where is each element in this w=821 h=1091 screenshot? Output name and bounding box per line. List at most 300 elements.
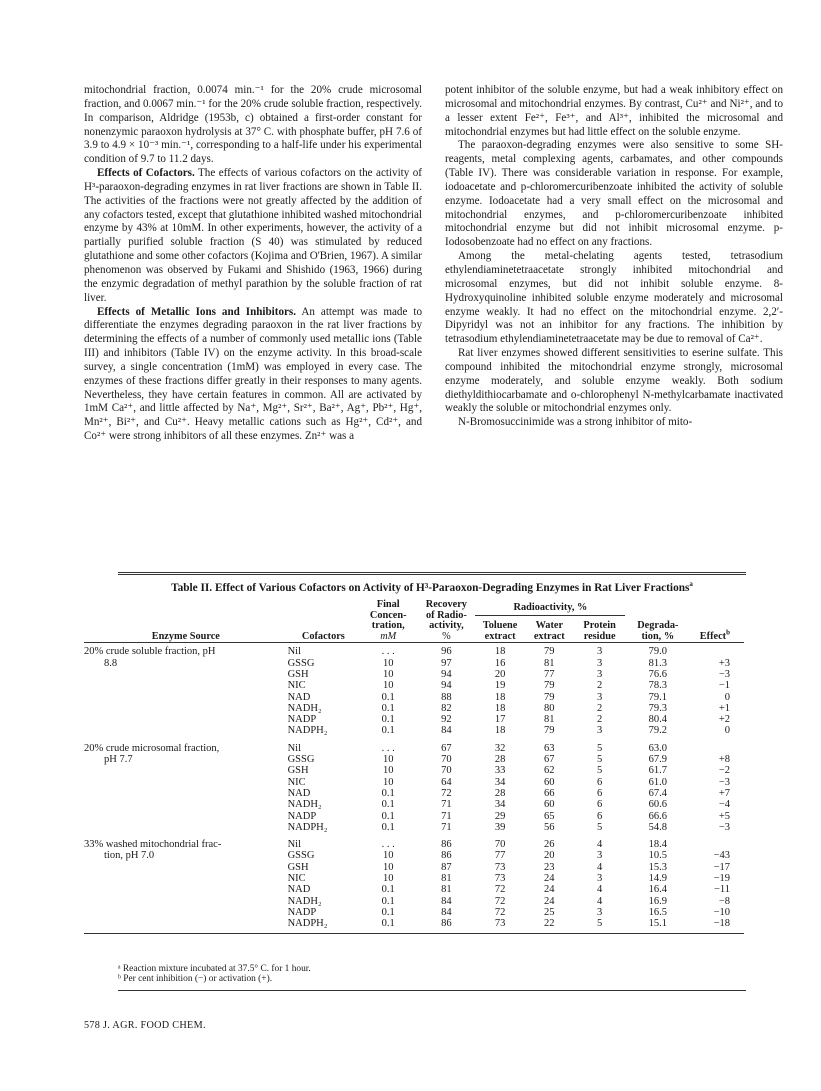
paragraph-text: Rat liver enzymes showed different sensitivities to eserine sulfate. This compound inhibited the mitochondrial enzyme strongly, microsomal enzyme moderately, and soluble enzyme weakly. Both sodium diethyldithiocarbamate and o-chlorophenyl N-methylcarbamate inactivated weakly the soluble or mitochondrial enzymes only. xyxy=(445,347,783,415)
enzyme-source-cell: 8.8 xyxy=(104,657,118,669)
header-degradation xyxy=(625,600,690,643)
water-cell: 80 xyxy=(544,702,555,714)
effect-cell: −19 xyxy=(713,873,730,885)
degradation-cell: 79.1 xyxy=(648,691,667,703)
toluene-cell: 73 xyxy=(494,873,506,885)
protein-cell: 4 xyxy=(597,895,603,907)
cofactor-cell: NAD xyxy=(287,787,311,799)
concentration-cell: 10 xyxy=(382,861,394,873)
effect-cell: 0 xyxy=(724,691,730,703)
header-toluene-line: Toluene xyxy=(482,620,518,632)
concentration-cell: 0.1 xyxy=(381,918,395,930)
toluene-cell: 29 xyxy=(494,810,506,822)
table-container xyxy=(84,600,744,934)
recovery-cell: 67 xyxy=(441,742,452,754)
enzyme-source-cell xyxy=(84,873,288,884)
header-recovery-line: activity, xyxy=(429,620,464,632)
degradation-cell: 16.9 xyxy=(648,895,667,907)
toluene-cell: 72 xyxy=(494,895,506,907)
header-water-line: extract xyxy=(533,630,565,642)
table-row xyxy=(84,646,744,657)
concentration-cell: 10 xyxy=(382,668,394,680)
cofactor-cell: GSSG xyxy=(287,657,315,669)
header-recovery xyxy=(417,600,475,643)
table-end-rule xyxy=(84,930,744,934)
concentration-cell: 0.1 xyxy=(381,714,395,726)
effect-cell: −17 xyxy=(713,861,730,873)
protein-cell: 6 xyxy=(597,799,603,811)
toluene-cell: 19 xyxy=(494,680,506,692)
table-row xyxy=(84,754,744,765)
paragraph xyxy=(445,139,783,250)
paragraph xyxy=(445,84,783,139)
degradation-cell: 63.0 xyxy=(648,742,667,754)
water-cell: 77 xyxy=(544,668,555,680)
header-water-line: Water xyxy=(535,620,564,632)
effect-cell: −18 xyxy=(713,918,730,930)
header-water-extract xyxy=(525,615,574,643)
table-footnotes xyxy=(118,964,311,985)
enzyme-source-cell: pH 7.7 xyxy=(104,754,133,766)
recovery-cell: 88 xyxy=(441,691,452,703)
degradation-cell: 78.3 xyxy=(648,680,667,692)
protein-cell: 3 xyxy=(597,646,603,658)
table-row xyxy=(84,833,744,850)
effect-cell: +7 xyxy=(718,787,730,799)
concentration-cell: 10 xyxy=(382,873,394,885)
cofactor-cell: NADPH₂ xyxy=(287,918,328,930)
effect-cell: 0 xyxy=(724,725,730,737)
table-row xyxy=(84,680,744,691)
water-cell: 79 xyxy=(544,725,555,737)
degradation-cell: 79.0 xyxy=(648,646,667,658)
protein-cell: 6 xyxy=(597,810,603,822)
header-degradation-line: Degrada- xyxy=(637,620,679,632)
header-conc-line: Concen- xyxy=(369,609,407,621)
degradation-cell: 18.4 xyxy=(648,839,667,851)
toluene-cell: 77 xyxy=(494,850,506,862)
table-row xyxy=(84,669,744,680)
protein-cell: 3 xyxy=(597,725,603,737)
cofactor-cell: NADPH₂ xyxy=(287,821,328,833)
cofactor-cell: GSH xyxy=(287,765,309,777)
degradation-cell: 76.6 xyxy=(648,668,667,680)
concentration-cell: 10 xyxy=(382,754,394,766)
table-bottom-rule xyxy=(118,990,746,991)
recovery-cell: 87 xyxy=(441,861,452,873)
protein-cell: 6 xyxy=(597,776,603,788)
degradation-cell: 61.7 xyxy=(648,765,667,777)
table-row xyxy=(84,725,744,736)
concentration-cell: 10 xyxy=(382,680,394,692)
recovery-cell: 97 xyxy=(441,657,452,669)
toluene-cell: 34 xyxy=(494,799,506,811)
effect-cell xyxy=(690,737,744,754)
toluene-cell: 18 xyxy=(494,725,506,737)
cofactor-cell: GSH xyxy=(287,668,309,680)
water-cell: 60 xyxy=(544,776,555,788)
cofactor-cell: Nil xyxy=(287,839,301,851)
water-cell: 22 xyxy=(544,918,555,930)
paragraph-text: N-Bromosuccinimide was a strong inhibitor of mito- xyxy=(458,416,693,429)
toluene-cell: 72 xyxy=(494,884,506,896)
degradation-cell: 81.3 xyxy=(648,657,667,669)
enzyme-source-cell xyxy=(84,884,288,895)
header-toluene-extract xyxy=(475,615,524,643)
effect-cell: −10 xyxy=(713,906,730,918)
concentration-cell: 0.1 xyxy=(381,691,395,703)
water-cell: 25 xyxy=(544,906,555,918)
degradation-cell: 16.5 xyxy=(648,906,667,918)
concentration-cell: 0.1 xyxy=(381,821,395,833)
cofactor-cell: Nil xyxy=(287,646,301,658)
water-cell: 63 xyxy=(544,742,555,754)
protein-cell: 4 xyxy=(597,884,603,896)
protein-cell: 5 xyxy=(597,742,603,754)
table-row xyxy=(84,896,744,907)
cofactor-cell: GSSG xyxy=(287,850,315,862)
protein-cell: 6 xyxy=(597,787,603,799)
cofactor-cell: NAD xyxy=(287,884,311,896)
effect-cell: −4 xyxy=(718,799,730,811)
degradation-cell: 67.4 xyxy=(648,787,667,799)
enzyme-source-cell: tion, pH 7.0 xyxy=(104,850,155,862)
table-row xyxy=(84,907,744,918)
enzyme-source-cell xyxy=(84,896,288,907)
header-degradation-line: tion, % xyxy=(641,630,675,642)
degradation-cell: 54.8 xyxy=(648,821,667,833)
header-protein-residue xyxy=(574,615,625,643)
cofactor-table xyxy=(84,600,744,934)
table-body xyxy=(84,646,744,933)
water-cell: 81 xyxy=(544,657,555,669)
toluene-cell: 18 xyxy=(494,691,506,703)
table-row xyxy=(84,918,744,929)
concentration-cell: 0.1 xyxy=(381,895,395,907)
effect-cell: −3 xyxy=(718,668,730,680)
effect-cell: +2 xyxy=(718,714,730,726)
water-cell: 24 xyxy=(544,895,555,907)
enzyme-source-cell: 20% crude microsomal fraction, xyxy=(84,742,220,754)
effect-cell: +3 xyxy=(718,657,730,669)
cofactor-cell: NADP xyxy=(287,906,317,918)
header-effect-footnote-mark: b xyxy=(726,628,730,637)
enzyme-source-cell: 20% crude soluble fraction, pH xyxy=(84,646,216,658)
recovery-cell: 96 xyxy=(441,646,452,658)
water-cell: 24 xyxy=(544,884,555,896)
concentration-cell: . . . xyxy=(381,742,395,754)
recovery-cell: 72 xyxy=(441,787,452,799)
enzyme-source-cell xyxy=(84,822,288,833)
cofactor-cell: NADH₂ xyxy=(287,702,322,714)
degradation-cell: 66.6 xyxy=(648,810,667,822)
enzyme-source-cell xyxy=(84,788,288,799)
recovery-cell: 92 xyxy=(441,714,452,726)
paragraph xyxy=(445,347,783,416)
toluene-cell: 73 xyxy=(494,918,506,930)
concentration-cell: 0.1 xyxy=(381,725,395,737)
cofactor-cell: GSSG xyxy=(287,754,315,766)
water-cell: 79 xyxy=(544,691,555,703)
water-cell: 81 xyxy=(544,714,555,726)
recovery-cell: 86 xyxy=(441,850,452,862)
protein-cell: 3 xyxy=(597,906,603,918)
recovery-cell: 71 xyxy=(441,799,452,811)
toluene-cell: 70 xyxy=(494,839,506,851)
protein-cell: 4 xyxy=(597,861,603,873)
effect-cell: −3 xyxy=(718,821,730,833)
concentration-cell: 10 xyxy=(382,850,394,862)
recovery-cell: 82 xyxy=(441,702,452,714)
recovery-cell: 84 xyxy=(441,906,452,918)
degradation-cell: 60.6 xyxy=(648,799,667,811)
table-top-rule-double xyxy=(118,574,746,575)
protein-cell: 5 xyxy=(597,821,603,833)
table-row xyxy=(84,862,744,873)
water-cell: 67 xyxy=(544,754,555,766)
degradation-cell: 79.2 xyxy=(648,725,667,737)
enzyme-source-cell xyxy=(84,862,288,873)
effect-cell: −8 xyxy=(718,895,730,907)
enzyme-source-cell xyxy=(84,669,288,680)
recovery-cell: 71 xyxy=(441,810,452,822)
protein-cell: 2 xyxy=(597,702,603,714)
header-recovery-line: % xyxy=(442,630,451,642)
header-protein-line: Protein xyxy=(583,620,616,632)
effect-cell xyxy=(690,833,744,850)
table-caption-footnote-mark: a xyxy=(689,580,693,589)
water-cell: 79 xyxy=(544,646,555,658)
concentration-cell: . . . xyxy=(381,839,395,851)
recovery-cell: 71 xyxy=(441,821,452,833)
concentration-cell: 10 xyxy=(382,765,394,777)
toluene-cell: 34 xyxy=(494,776,506,788)
table-row xyxy=(84,658,744,669)
enzyme-source-cell xyxy=(84,811,288,822)
header-protein-line: residue xyxy=(583,630,616,642)
paragraph xyxy=(84,84,422,167)
effect-cell: −3 xyxy=(718,776,730,788)
degradation-cell: 80.4 xyxy=(648,714,667,726)
table-row xyxy=(84,850,744,861)
enzyme-source-cell xyxy=(84,765,288,776)
recovery-cell: 64 xyxy=(441,776,452,788)
protein-cell: 3 xyxy=(597,668,603,680)
paragraph-text: potent inhibitor of the soluble enzyme, but had a weak inhibitory effect on microsomal and mitochondrial enzymes. By contrast, Cu²⁺ and Ni²⁺, and to a lesser extent Fe²⁺, Fe³⁺, and Al³⁺, inhibited the microsomal and mitochondrial enzymes but had little effect on the soluble enzyme. xyxy=(445,84,783,138)
enzyme-source-cell xyxy=(84,907,288,918)
effect-cell: +5 xyxy=(718,810,730,822)
toluene-cell: 73 xyxy=(494,861,506,873)
degradation-cell: 61.0 xyxy=(648,776,667,788)
water-cell: 56 xyxy=(544,821,555,833)
table-row xyxy=(84,703,744,714)
table-row xyxy=(84,737,744,754)
recovery-cell: 84 xyxy=(441,725,452,737)
toluene-cell: 17 xyxy=(494,714,506,726)
concentration-cell: 0.1 xyxy=(381,799,395,811)
enzyme-source-cell xyxy=(84,918,288,929)
degradation-cell: 67.9 xyxy=(648,754,667,766)
cofactor-cell: NIC xyxy=(287,680,306,692)
water-cell: 66 xyxy=(544,787,555,799)
degradation-cell: 15.3 xyxy=(648,861,667,873)
degradation-cell: 15.1 xyxy=(648,918,667,930)
recovery-cell: 94 xyxy=(441,680,452,692)
toluene-cell: 28 xyxy=(494,787,506,799)
footnote-b: ᵇ Per cent inhibition (−) or activation (+). xyxy=(118,974,273,985)
protein-cell: 4 xyxy=(597,839,603,851)
enzyme-source-cell: 33% washed mitochondrial frac- xyxy=(84,839,222,851)
cofactor-cell: GSH xyxy=(287,861,309,873)
header-conc-line: tration, xyxy=(371,620,405,632)
header-toluene-line: extract xyxy=(484,630,516,642)
cofactor-cell: NADH₂ xyxy=(287,799,322,811)
paragraph-text: Among the metal-chelating agents tested, tetrasodium ethylendiaminetetraacetate strongly inhibited mitochondrial and microsomal enzymes, but did not inhibit soluble enzyme. 8-Hydroxyquinoline inhibited soluble enzyme moderately and microsomal enzyme weakly. It had no effect on the mitochondrial enzyme. 2,2′-Dipyridyl was not an inhibitor for any fractions. The inhibition by tetrasodium ethylendiaminetetraacetate may be due to removal of Ca²⁺. xyxy=(445,250,783,346)
paragraph-text: The paraoxon-degrading enzymes were also sensitive to some SH-reagents, metal complexing agents, carbamates, and other compounds (Table IV). There was considerable variation in response. For example, iodoacetate and p-chloromercuribenzoate inhibited the activity of soluble enzyme. Iodoacetate had a very small effect on the microsomal and mitochondrial enzymes, and p-chloromercuribenzoate inhibited mitochondrial enzyme but did not inhibit microsomal enzyme. p-Iodosobenzoate had no effect on any fractions. xyxy=(445,139,783,249)
recovery-cell: 86 xyxy=(441,839,452,851)
table-row xyxy=(84,822,744,833)
table-row xyxy=(84,777,744,788)
effect-cell xyxy=(690,646,744,657)
paragraph-text: An attempt was made to differentiate the enzymes degrading paraoxon in the rat liver fractions by determining the effects of a number of commonly used metallic ions (Table III) and inhibitors (Table IV) on the enzyme activity. In this broad-scale survey, a single concentration (1mM) was employed in every case. The enzymes of these fractions differ greatly in their responses to many agents. Nevertheless, they have certain features in common. All are activated by 1mM Ca²⁺, and little affected by Na⁺, Mg²⁺, Sr²⁺, Ba²⁺, Ag⁺, Pb²⁺, Hg⁺, Mn²⁺, Bi²⁺, and Cu²⁺. Heavy metallic cations such as Hg²⁺, Cd²⁺, and Co²⁺ were strong inhibitors of all these enzymes. Zn²⁺ was a xyxy=(84,305,422,443)
cofactor-cell: NAD xyxy=(287,691,311,703)
paragraph xyxy=(84,306,422,444)
header-cofactors: Cofactors xyxy=(301,630,345,642)
protein-cell: 3 xyxy=(597,691,603,703)
water-cell: 20 xyxy=(544,850,555,862)
right-column xyxy=(445,84,783,430)
enzyme-source-cell xyxy=(84,692,288,703)
table-caption xyxy=(118,582,746,594)
cofactor-cell: Nil xyxy=(287,742,301,754)
table-caption-text: Table II. Effect of Various Cofactors on Activity of H³-Paraoxon-Degrading Enzymes in Rat Liver Fractions xyxy=(171,582,690,594)
effect-cell: −1 xyxy=(718,680,730,692)
header-radioactivity-group: Radioactivity, % xyxy=(475,600,625,615)
paragraph xyxy=(445,250,783,347)
cofactor-cell: NADPH₂ xyxy=(287,725,328,737)
paragraph-text: mitochondrial fraction, 0.0074 min.⁻¹ for the 20% crude microsomal fraction, and 0.0067 min.⁻¹ for the 20% crude soluble fraction, respectively. In comparison, Aldridge (1953b, c) obtained a first-order constant for nonenzymic paraoxon hydrolysis at 37° C. with phosphate buffer, pH 7.6 of 3.9 to 4.9 × 10⁻³ min.⁻¹, corresponding to a half-life under his experimental condition of 9.7 to 11.2 days. xyxy=(84,84,422,166)
enzyme-source-cell xyxy=(84,799,288,810)
table-row xyxy=(84,765,744,776)
toluene-cell: 16 xyxy=(494,657,506,669)
effect-cell: −43 xyxy=(713,850,730,862)
footnote-a: ᵃ Reaction mixture incubated at 37.5° C. for 1 hour. xyxy=(118,964,311,974)
recovery-cell: 84 xyxy=(441,895,452,907)
concentration-cell: 10 xyxy=(382,657,394,669)
table-row xyxy=(84,873,744,884)
water-cell: 24 xyxy=(544,873,555,885)
degradation-cell: 14.9 xyxy=(648,873,667,885)
enzyme-source-cell xyxy=(84,777,288,788)
protein-cell: 5 xyxy=(597,754,603,766)
degradation-cell: 79.3 xyxy=(648,702,667,714)
recovery-cell: 94 xyxy=(441,668,452,680)
table-row xyxy=(84,884,744,895)
degradation-cell: 10.5 xyxy=(648,850,667,862)
toluene-cell: 20 xyxy=(494,668,506,680)
toluene-cell: 28 xyxy=(494,754,506,766)
toluene-cell: 18 xyxy=(494,646,506,658)
protein-cell: 3 xyxy=(597,657,603,669)
protein-cell: 2 xyxy=(597,680,603,692)
recovery-cell: 70 xyxy=(441,765,452,777)
header-row-top xyxy=(84,600,744,615)
header-final-concentration xyxy=(359,600,417,643)
table-top-rule xyxy=(118,572,746,573)
cofactor-cell: NADP xyxy=(287,714,317,726)
recovery-cell: 81 xyxy=(441,873,452,885)
left-column xyxy=(84,84,422,444)
paragraph xyxy=(84,167,422,305)
degradation-cell: 16.4 xyxy=(648,884,667,896)
concentration-cell: 0.1 xyxy=(381,884,395,896)
water-cell: 60 xyxy=(544,799,555,811)
concentration-cell: 0.1 xyxy=(381,702,395,714)
header-conc-line: mM xyxy=(380,630,397,642)
effect-cell: +8 xyxy=(718,754,730,766)
run-in-heading: Effects of Cofactors. xyxy=(97,167,195,180)
protein-cell: 3 xyxy=(597,873,603,885)
paragraph-text: The effects of various cofactors on the activity of H³-paraoxon-degrading enzymes in rat liver fractions are shown in Table II. The activities of the fractions were not greatly affected by the addition of any cofactors tested, except that glutathione inhibited washed mitochondrial enzyme by 43% at 10mM. In other experiments, however, the activity of a partially purified soluble fraction (S 40) was stimulated by reduced glutathione and some other cofactors (Kojima and O'Brien, 1967). A similar phenomenon was observed by Fukami and Shishido (1963, 1966) during the enzymic degradation of methyl parathion by the soluble fraction of rat liver. xyxy=(84,167,422,304)
paragraph xyxy=(445,416,783,430)
recovery-cell: 86 xyxy=(441,918,452,930)
table-row xyxy=(84,799,744,810)
water-cell: 23 xyxy=(544,861,555,873)
header-conc-line: Final xyxy=(376,599,400,610)
header-effect xyxy=(690,600,744,643)
cofactor-cell: NADP xyxy=(287,810,317,822)
table-row xyxy=(84,788,744,799)
toluene-cell: 32 xyxy=(494,742,506,754)
table-row xyxy=(84,714,744,725)
header-enzyme-source: Enzyme Source xyxy=(151,630,220,642)
concentration-cell: 0.1 xyxy=(381,810,395,822)
run-in-heading: Effects of Metallic Ions and Inhibitors. xyxy=(97,305,297,318)
concentration-cell: 0.1 xyxy=(381,906,395,918)
concentration-cell: 10 xyxy=(382,776,394,788)
water-cell: 65 xyxy=(544,810,555,822)
header-recovery-line: of Radio- xyxy=(425,609,467,621)
effect-cell: +1 xyxy=(718,702,730,714)
cofactor-cell: NIC xyxy=(287,873,306,885)
enzyme-source-cell xyxy=(84,714,288,725)
concentration-cell: . . . xyxy=(381,646,395,658)
cofactor-cell: NIC xyxy=(287,776,306,788)
recovery-cell: 81 xyxy=(441,884,452,896)
effect-cell: −11 xyxy=(713,884,730,896)
toluene-cell: 18 xyxy=(494,702,506,714)
effect-cell: −2 xyxy=(718,765,730,777)
header-effect-label: Effect xyxy=(699,630,727,642)
water-cell: 62 xyxy=(544,765,555,777)
concentration-cell: 0.1 xyxy=(381,787,395,799)
enzyme-source-cell xyxy=(84,725,288,736)
cofactor-cell: NADH₂ xyxy=(287,895,322,907)
water-cell: 79 xyxy=(544,680,555,692)
page-footer: 578 J. AGR. FOOD CHEM. xyxy=(84,1020,206,1031)
toluene-cell: 33 xyxy=(494,765,506,777)
table-row xyxy=(84,811,744,822)
enzyme-source-cell xyxy=(84,680,288,691)
enzyme-source-cell xyxy=(84,703,288,714)
protein-cell: 5 xyxy=(597,765,603,777)
header-recovery-line: Recovery xyxy=(425,599,467,610)
toluene-cell: 39 xyxy=(494,821,506,833)
protein-cell: 5 xyxy=(597,918,603,930)
protein-cell: 2 xyxy=(597,714,603,726)
recovery-cell: 70 xyxy=(441,754,452,766)
table-row xyxy=(84,692,744,703)
